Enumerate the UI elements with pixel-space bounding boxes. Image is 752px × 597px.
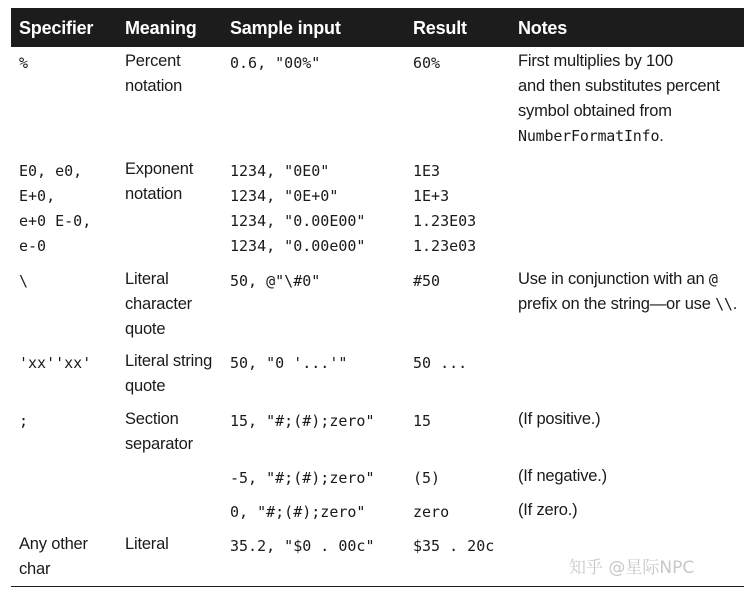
specifier-line: e-0: [19, 237, 47, 255]
meaning-line: Literal: [125, 535, 169, 553]
meaning-cell: [125, 349, 212, 399]
notes-line: symbol obtained from: [518, 102, 672, 120]
meaning-line: notation: [125, 77, 183, 95]
sample-line: -5, "#;(#);zero": [230, 469, 375, 487]
notes-code: NumberFormatInfo: [518, 127, 660, 145]
result-cell: [413, 351, 467, 376]
sample-line: 0, "#;(#);zero": [230, 503, 366, 521]
specifier-cell: [19, 351, 91, 376]
notes-line: First multiplies by 100: [518, 52, 673, 70]
result-line: #50: [413, 272, 441, 290]
meaning-line: character: [125, 295, 192, 313]
notes-cell: [518, 464, 607, 489]
meaning-line: separator: [125, 435, 193, 453]
result-cell: [413, 51, 440, 76]
sample-line: 0.6, "00%": [230, 54, 321, 72]
result-line: 1.23E03: [413, 212, 477, 230]
specifier-line: \: [19, 272, 29, 290]
header-result: Result: [413, 18, 467, 38]
specifier-cell: [19, 51, 28, 76]
meaning-cell: [125, 407, 193, 457]
notes-text: prefix on the string—or use: [518, 295, 716, 313]
meaning-line: notation: [125, 185, 183, 203]
sample-cell: [230, 409, 375, 434]
result-cell: [413, 159, 476, 259]
sample-cell: [230, 51, 320, 76]
notes-line: (If negative.): [518, 467, 607, 485]
notes-code-suffix: .: [732, 295, 738, 313]
sample-line: 50, @"\#0": [230, 272, 321, 290]
header-notes: Notes: [518, 18, 568, 38]
meaning-cell: [125, 532, 169, 557]
meaning-line: quote: [125, 320, 166, 338]
result-line: $35 . 20c: [413, 537, 495, 555]
result-line: (5): [413, 469, 441, 487]
sample-line: 1234, "0E+0": [230, 187, 339, 205]
sample-line: 50, "0 '...'": [230, 354, 348, 372]
specifier-line: char: [19, 560, 51, 578]
sample-cell: [230, 466, 375, 491]
notes-line: [518, 292, 737, 317]
notes-code: @: [708, 270, 718, 288]
meaning-cell: [125, 267, 192, 342]
meaning-cell: [125, 157, 193, 207]
notes-text: Use in conjunction with an: [518, 270, 709, 288]
notes-cell: [518, 267, 737, 317]
specifier-line: ;: [19, 412, 29, 430]
notes-cell: [518, 49, 720, 149]
notes-line: [518, 267, 737, 292]
sample-line: 35.2, "$0 . 00c": [230, 537, 375, 555]
header-specifier: Specifier: [19, 18, 94, 38]
sample-cell: [230, 351, 347, 376]
notes-code: \\: [715, 295, 733, 313]
meaning-cell: [125, 49, 182, 99]
watermark-text: 知乎 @星际NPC: [569, 558, 695, 578]
meaning-line: quote: [125, 377, 166, 395]
specifier-line: %: [19, 54, 29, 72]
sample-line: 1234, "0E0": [230, 162, 330, 180]
notes-line: (If positive.): [518, 410, 601, 428]
notes-line: (If zero.): [518, 501, 578, 519]
specifier-cell: [19, 269, 28, 294]
header-sample: Sample input: [230, 18, 341, 38]
sample-cell: [230, 534, 375, 559]
sample-line: 1234, "0.00e00": [230, 237, 366, 255]
result-cell: [413, 500, 449, 525]
meaning-line: Percent: [125, 52, 181, 70]
specifier-line: 'xx''xx': [19, 354, 92, 372]
sample-line: 1234, "0.00E00": [230, 212, 366, 230]
specifier-line: e+0 E-0,: [19, 212, 92, 230]
specifier-cell: [19, 409, 28, 434]
notes-cell: [518, 407, 600, 432]
header-meaning: Meaning: [125, 18, 197, 38]
result-line: 1.23e03: [413, 237, 477, 255]
specifier-cell: [19, 532, 88, 582]
specifier-line: E0, e0,: [19, 162, 83, 180]
sample-cell: [230, 159, 365, 259]
result-cell: [413, 409, 431, 434]
meaning-line: Literal string: [125, 352, 213, 370]
result-line: 15: [413, 412, 432, 430]
table-bottom-rule: [11, 586, 744, 587]
result-cell: [413, 534, 494, 559]
sample-line: 15, "#;(#);zero": [230, 412, 375, 430]
meaning-line: Literal: [125, 270, 169, 288]
notes-line: and then substitutes percent: [518, 77, 720, 95]
sample-cell: [230, 269, 320, 294]
table-header: [11, 8, 744, 47]
specifier-line: E+0,: [19, 187, 56, 205]
result-line: 1E3: [413, 162, 441, 180]
meaning-line: Exponent: [125, 160, 194, 178]
sample-cell: [230, 500, 365, 525]
notes-code-suffix: .: [659, 127, 664, 145]
meaning-line: Section: [125, 410, 179, 428]
specifier-cell: [19, 159, 91, 259]
notes-line: [518, 124, 720, 149]
result-cell: [413, 466, 440, 491]
result-line: zero: [413, 503, 450, 521]
notes-cell: [518, 498, 577, 523]
result-line: 50 ...: [413, 354, 468, 372]
specifier-line: Any other: [19, 535, 88, 553]
result-line: 60%: [413, 54, 441, 72]
result-cell: [413, 269, 440, 294]
result-line: 1E+3: [413, 187, 450, 205]
